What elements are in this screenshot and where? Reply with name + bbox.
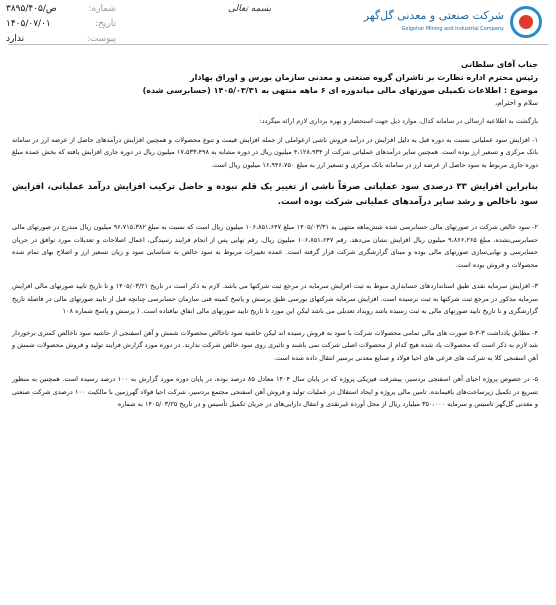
attachment-label: پیوست: bbox=[86, 34, 116, 44]
letter-body bbox=[12, 58, 538, 420]
addressee-position: رئیس محترم اداره نظارت بر ناشران گروه صنعتی و معدنی سازمان بورس و اوراق بهادار bbox=[190, 73, 538, 82]
letter-subject: موضوع : اطلاعات تکمیلی صورتهای مالی میاندوره ای ۶ ماهه منتهی به ۱۴۰۵/۰۳/۳۱ (حسابرسی شده) bbox=[142, 86, 538, 95]
date-value: ۱۴۰۵/۰۷/۰۱ bbox=[6, 19, 51, 29]
letter-number-row bbox=[6, 4, 116, 14]
greeting: سلام و احترام، bbox=[495, 99, 538, 107]
company-logo bbox=[363, 6, 542, 42]
paragraph-conclusion: بنابراین افزایش ۳۳ درصدی سود عملیاتی صرفاً ناشی از تغییر یک قلم نبوده و حاصل ترکیب افزایش درآمد عملیاتی، افزایش سود ناخالص و رشد سایر درآمدهای عملیاتی شرکت بوده است. bbox=[12, 182, 538, 207]
paragraph-4: ۴- مطابق یادداشت ۳-۳-۵ صورت های مالی تمامی محصولات شرکت با سود به فروش رسیده اند لیکن حاشیه سود ناخالص محصولات شمش و آهن اسفنجی از حاشیه سود ناخالص کمتری برخوردار شد لازم به ذکر است که محصولات یاد شده هیچ کدام از محصولات اصلی شرکت نمی باشند و تاثیری روی سود خالص شرکت ندارند. در دوره مورد گزارش فرایند تولید و فروش محصولات شمش و آهن اسفنجی کلا به شرکت های فرعی های احیا فولاد و صنایع معدنی برسیر انتقال داده شده است. bbox=[12, 328, 538, 362]
number-label: شماره: bbox=[88, 4, 116, 14]
paragraph-5: ۵- در خصوص پروژه احیای آهن اسفنجی بردسیر، پیشرفت فیزیکی پروژه که در پایان سال ۱۴۰۴ معادل ۸۵ درصد بوده، در پایان دوره مورد گزارش به ۱۰۰ درصد رسیده است. همچنین به منظور تسریع در تکمیل زیرساخت‌های باقیمانده، تامین مالی پروژه و ایجاد استقلال در عملیات تولید و فروش آهن اسفنجی مجتمع بردسیر، شرکت احیا فولاد گهرزمین با مالکیت ۱۰۰ درصدی شرکت صنعتی و معدنی گل‌گهر تاسیس و سرمایه ۳۵۰،۰۰۰ میلیارد ریال از محل آورده غیرنقدی و انتقال دارایی‌های در جریان تکمیل تأسیس و در تاریخ ۱۴۰۵/۰۳/۲۵ به شماره bbox=[12, 375, 539, 408]
addressee: جناب آقای سلطانی bbox=[461, 60, 538, 69]
letter-date-row bbox=[6, 19, 116, 29]
paragraph-3: ۳- افزایش سرمایه نقدی طبق استانداردهای حسابداری منوط به ثبت افزایش سرمایه در مرجع ثبت شرکتها می باشد. لازم به ذکر است در تاریخ ۱۴۰۵/۰۳/۲۱ و تا تاریخ تایید صورتهای مالی افزایش سرمایه مذکور در مرجع ثبت شرکتها به ثبت نرسیده است. افزایش سرمایه شرکتهای بورسی طبق پرسش و پاسخ کمیته فنی سازمان حسابرسی چنانچه قبل از تایید صورتهای مالی در فاصله تاریخ گزارشگری و تا تاریخ تایید صورتهای مالی به ثبت رسیده باشد رویداد تعدیلی می باشد لیکن این مورد تا تاریخ تایید صورتهای مالی اتفاق نیافتاده است. ( پرسش و پاسخ شماره ۱۰۸ bbox=[12, 282, 538, 315]
attachment-value: ندارد bbox=[6, 34, 25, 44]
letter-meta bbox=[6, 4, 116, 49]
company-name-fa: شرکت صنعتی و معدنی گل‌گهر bbox=[363, 9, 504, 22]
header-divider bbox=[8, 44, 548, 45]
company-name-en: Golgohar Mining and Industrial Company bbox=[401, 26, 504, 32]
intro-line: بازگشت به اطلاعیه ارسالی در سامانه کدال، موارد ذیل جهت استحضار و بهره برداری لازم ارائه میگردد: bbox=[259, 117, 538, 125]
paragraph-2: ۲- سود خالص شرکت در صورتهای مالی حسابرسی شده شش‌ماهه منتهی به ۱۴۰۵/۰۳/۳۱ مبلغ ۱۰۶،۸۵۱،۶۴۷ میلیون ریال است که نسبت به مبلغ ۹۶،۷۱۵،۳۸۲ میلیون ریال مندرج در صورتهای مالی حسابرسی‌نشده، مبلغ ۹،۸۶۶،۲۶۵ میلیون ریال افزایش نشان می‌دهد. رقم ۱۰۶،۸۵۱،۶۴۷ میلیون ریال، رقم نهایی پس از انجام فرایند رسیدگی، اعمال اصلاحات و تعدیلات مورد توافق در جریان حسابرسی و نهایی‌سازی صورتهای مالی بوده و مبنای گزارشگری شرکت قرار گرفته است. عمده تغییرات مربوط به سود خالص به شناسایی سود و زیان تسعیر ارز و اصلاح بهای تمام شده محصولات و فروش بوده است. bbox=[12, 223, 538, 269]
paragraph-1: ۱- افزایش سود عملیاتی نسبت به دوره قبل به دلیل افزایش در درآمد فروش ناشی ازعواملی از جمله افزایش قیمت و تنوع محصولات و همچنین افزایش درآمدهای حاصل از عرضه ارز در سامانه بانک مرکزی و تسعیر ارز بوده است. همچنین سایر درآمدهای عملیاتی شرکت از ۴،۱۲۸،۹۳۴ میلیون ریال در دوره مشابه به ۱۷،۵۳۳،۴۹۸ میلیون ریال در دوره جاری افزایش یافته که بخش عمده مبلغ دوره جاری مربوط به سود حاصل از عرضه ارز در سامانه بانک مرکزی و تسعیر ارز به مبلغ ۱۶،۹۴۶،۷۵۰ میلیون ریال است. bbox=[12, 135, 539, 169]
number-value: ۳۸۹۵/ص/۴۰۵ bbox=[6, 4, 57, 14]
logo-icon bbox=[510, 6, 542, 38]
letter-attachment-row bbox=[6, 34, 116, 44]
bismillah: بسمه تعالی bbox=[228, 4, 272, 14]
date-label: تاریخ: bbox=[95, 19, 116, 29]
